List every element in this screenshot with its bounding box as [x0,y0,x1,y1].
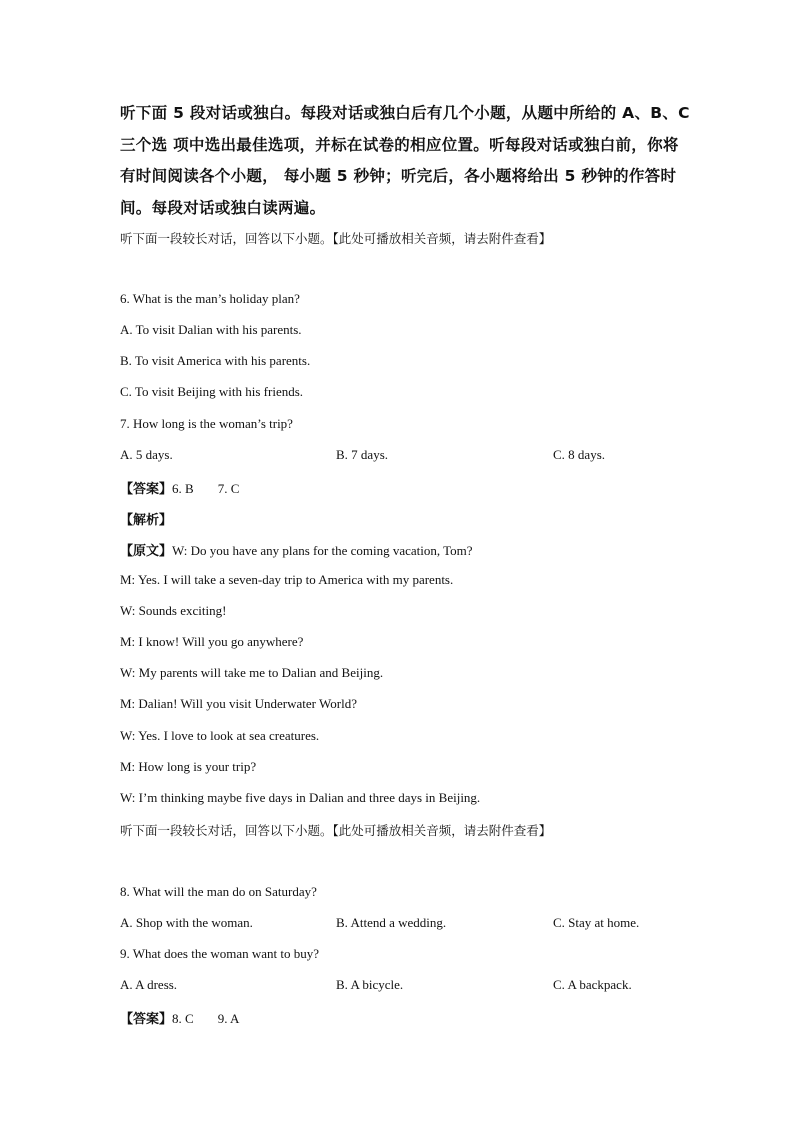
transcript-line-7: W: Yes. I love to look at sea creatures. [120,728,320,743]
transcript-line-3: W: Sounds exciting! [120,603,227,618]
transcript-line-9: W: I’m thinking maybe five days in Dalian and three days in Beijing. [120,790,481,805]
transcript-line-5: W: My parents will take me to Dalian and Beijing. [120,665,384,680]
answer-line-2 [120,1008,239,1027]
transcript-line-8: M: How long is your trip? [120,759,257,774]
answer-tag: 【答案】 [120,482,173,497]
question-6-option-a: A. To visit Dalian with his parents. [120,322,302,337]
analysis-tag: 【解析】 [120,513,173,528]
original-tag: 【原文】 [120,544,173,559]
answer-line-1 [120,478,239,497]
question-6-option-c: C. To visit Beijing with his friends. [120,384,304,399]
transcript-line-6: M: Dalian! Will you visit Underwater World? [120,696,357,711]
question-7: 7. How long is the woman’s trip? [120,416,293,431]
question-7-option-c: C. 8 days. [553,447,605,462]
question-9-option-a: A. A dress. [120,977,178,992]
transcript-line-4: M: I know! Will you go anywhere? [120,634,304,649]
answer-7: 7. C [217,481,240,496]
answer-8: 8. C [172,1011,194,1026]
answer-9: 9. A [217,1011,240,1026]
question-7-option-a: A. 5 days. [120,447,173,462]
answer-tag: 【答案】 [120,1012,173,1027]
transcript-text: W: Do you have any plans for the coming vacation, Tom? [172,543,473,558]
analysis-line [120,509,172,528]
section2-prompt: 听下面一段较长对话，回答以下小题。【此处可播放相关音频，请去附件查看】 [120,823,552,838]
question-9: 9. What does the woman want to buy? [120,946,320,961]
instruction-paragraph: 听下面 5 段对话或独白。每段对话或独白后有几个小题，从题中所给的 A、B、C 三个选 项中选出最佳选项，并标在试卷的相应位置。听每段对话或独白前，你将有时间阅读各个小题， 每小题 5 秒钟；听完后，各小题将给出 5 秒钟的作答时间。每段对话或独白读两遍。 [120,104,690,217]
section1-prompt: 听下面一段较长对话，回答以下小题。【此处可播放相关音频，请去附件查看】 [120,231,552,246]
question-9-option-b: B. A bicycle. [336,977,404,992]
question-8: 8. What will the man do on Saturday? [120,884,317,899]
question-7-option-b: B. 7 days. [336,447,388,462]
question-6: 6. What is the man’s holiday plan? [120,291,300,306]
question-8-option-a: A. Shop with the woman. [120,915,253,930]
question-8-option-c: C. Stay at home. [553,915,640,930]
transcript-line-1 [120,540,473,559]
question-8-option-b: B. Attend a wedding. [336,915,447,930]
answer-6: 6. B [172,481,194,496]
question-6-option-b: B. To visit America with his parents. [120,353,311,368]
transcript-line-2: M: Yes. I will take a seven-day trip to America with my parents. [120,572,454,587]
question-9-option-c: C. A backpack. [553,977,632,992]
